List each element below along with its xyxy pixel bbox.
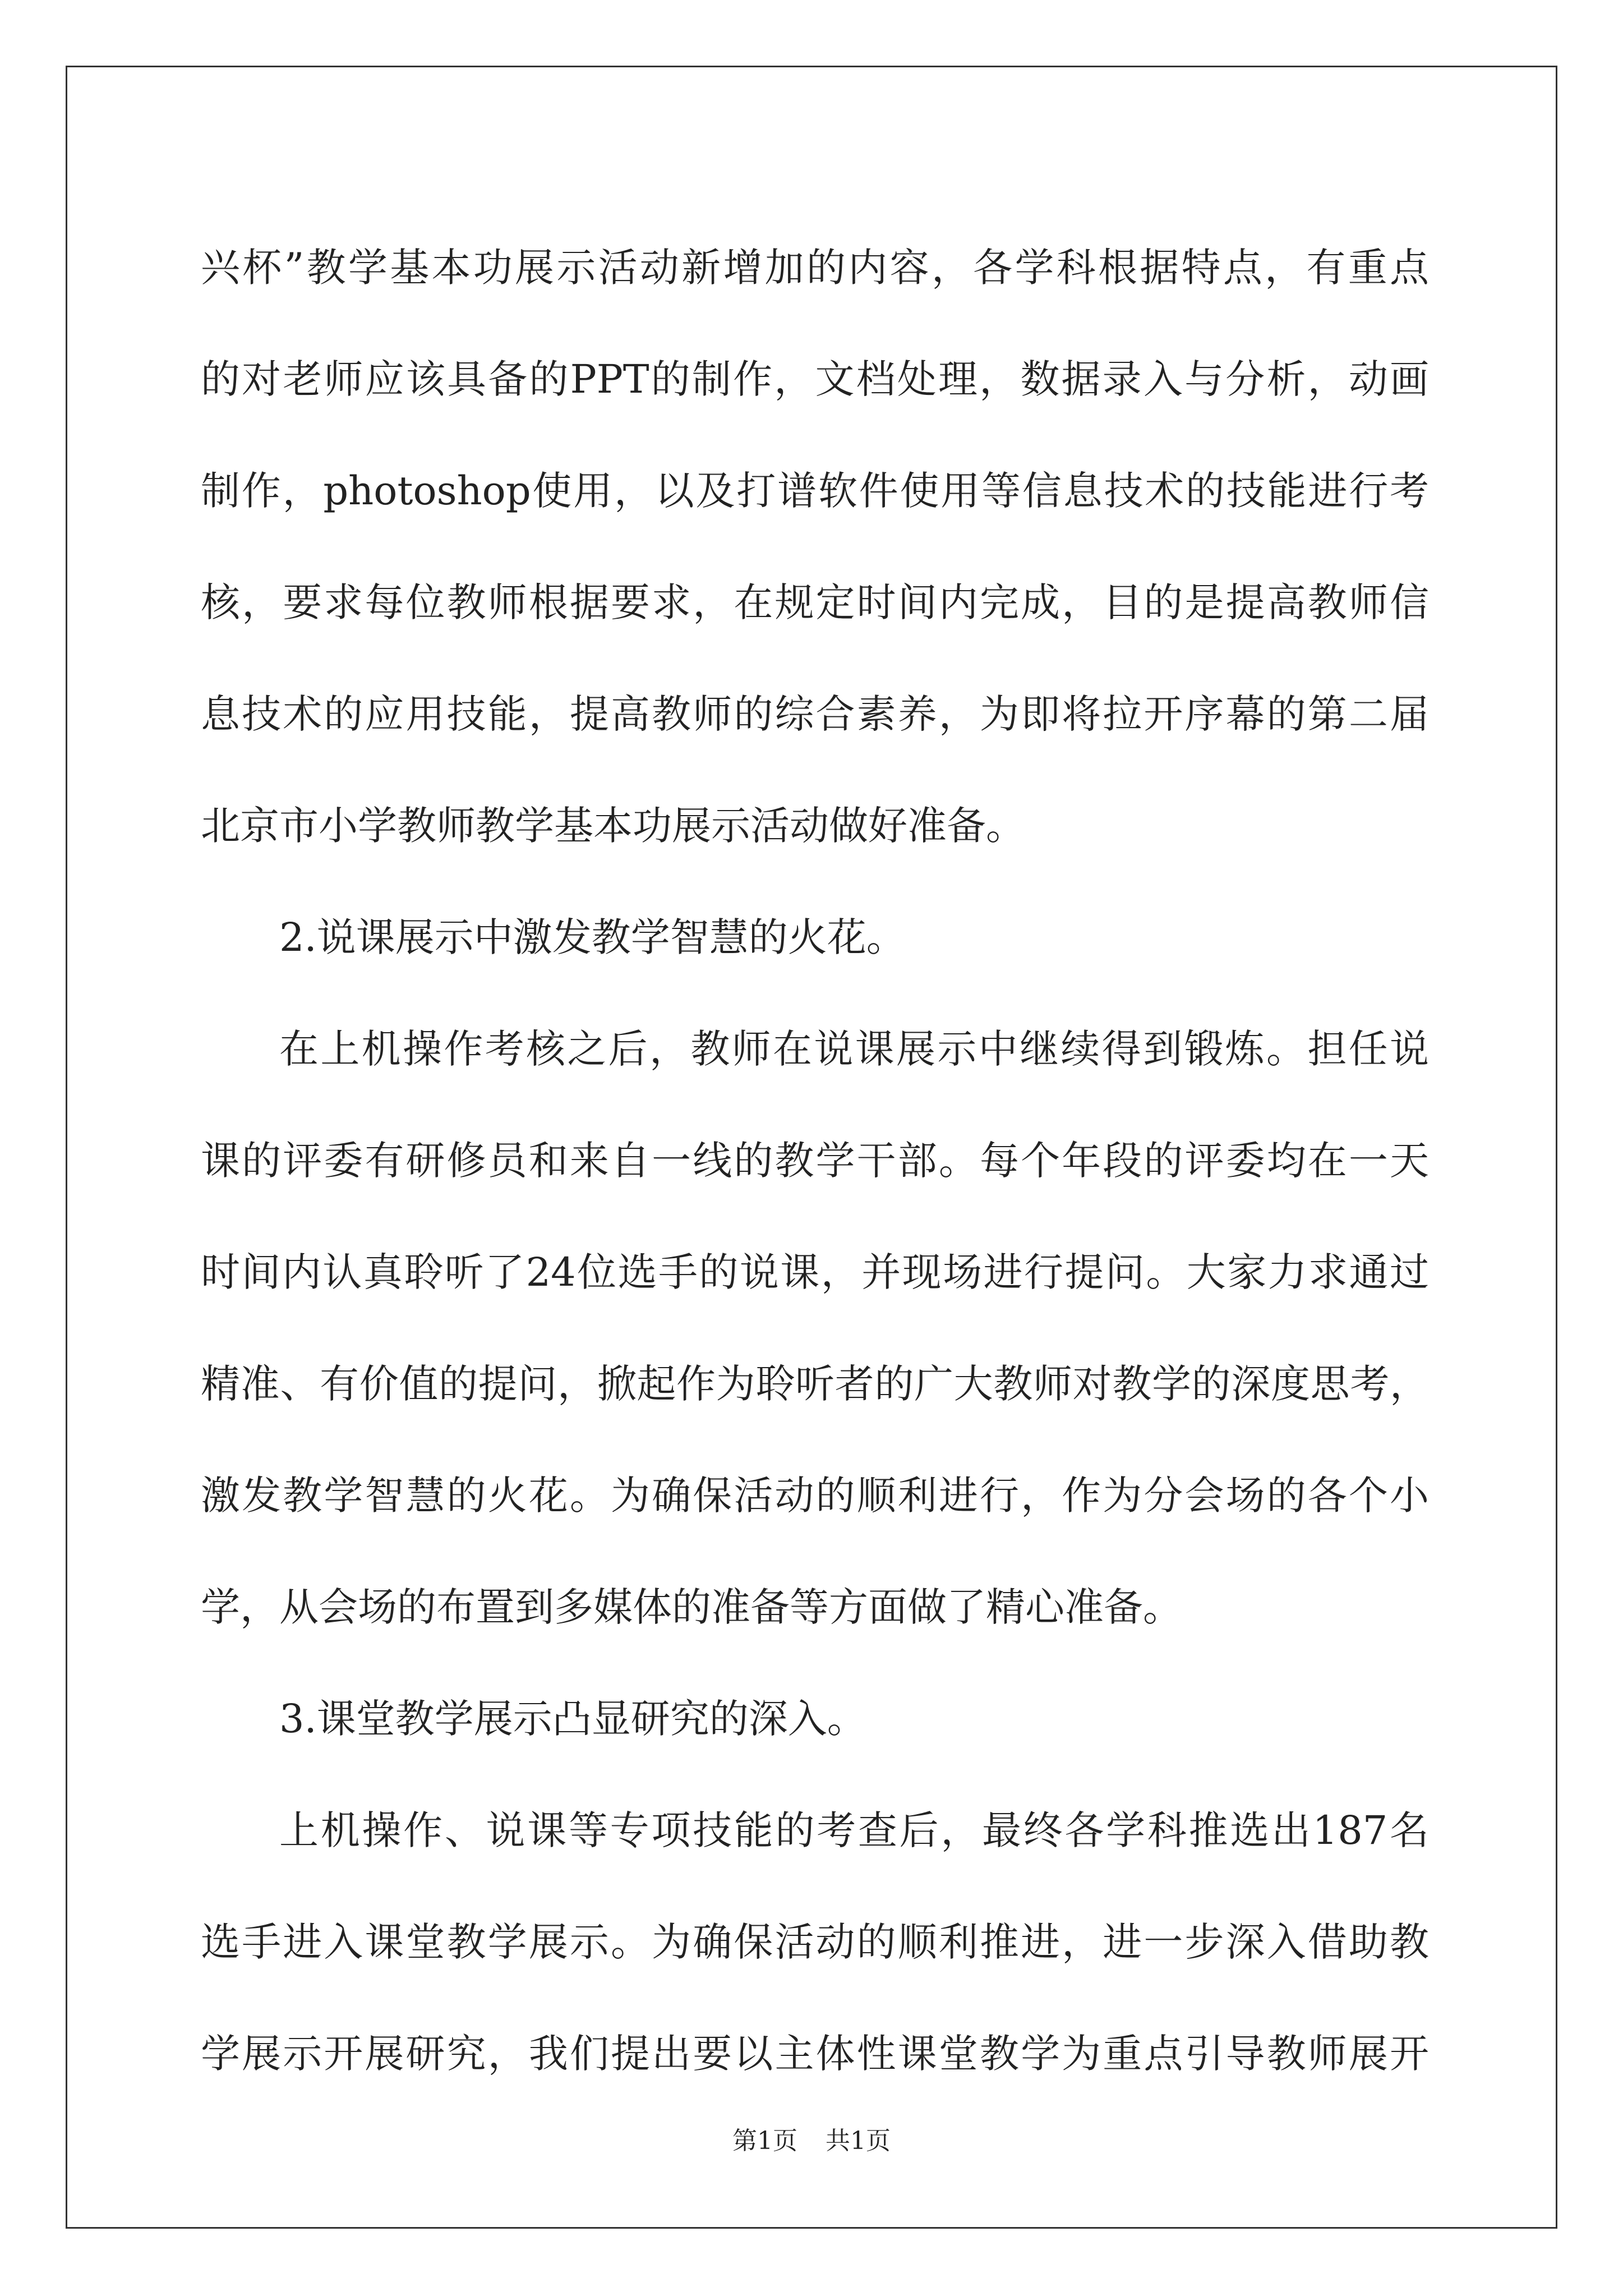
text-line: 时间内认真聆听了24位选手的说课，并现场进行提问。大家力求通过 — [201, 1249, 1429, 1295]
text-line: 精准、有价值的提问，掀起作为聆听者的广大教师对教学的深度思考， — [201, 1361, 1429, 1407]
text-line: 课的评委有研修员和来自一线的教学干部。每个年段的评委均在一天 — [201, 1138, 1429, 1184]
text-line: 上机操作、说课等专项技能的考查后，最终各学科推选出187名 — [279, 1807, 1429, 1853]
text-line: 学展示开展研究，我们提出要以主体性课堂教学为重点引导教师展开 — [201, 2031, 1429, 2077]
text-line: 北京市小学教师教学基本功展示活动做好准备。 — [201, 803, 1025, 849]
text-line: 息技术的应用技能，提高教师的综合素养，为即将拉开序幕的第二届 — [201, 691, 1429, 737]
text-line: 核，要求每位教师根据要求，在规定时间内完成，目的是提高教师信 — [201, 579, 1429, 625]
page-number: 第1页 — [732, 2127, 797, 2155]
section-heading: 2.说课展示中激发教学智慧的火花。 — [279, 914, 906, 960]
text-line: 兴杯”教学基本功展示活动新增加的内容，各学科根据特点，有重点 — [201, 245, 1429, 291]
text-line: 激发教学智慧的火花。为确保活动的顺利进行，作为分会场的各个小 — [201, 1473, 1429, 1519]
text-line: 选手进入课堂教学展示。为确保活动的顺利推进，进一步深入借助教 — [201, 1919, 1429, 1965]
page-footer — [0, 2124, 1623, 2158]
text-line: 制作，photoshop使用，以及打谱软件使用等信息技术的技能进行考 — [201, 468, 1429, 514]
document-body — [201, 212, 1429, 2110]
text-line: 在上机操作考核之后，教师在说课展示中继续得到锻炼。担任说 — [279, 1026, 1429, 1072]
section-heading: 3.课堂教学展示凸显研究的深入。 — [279, 1696, 866, 1742]
text-line: 的对老师应该具备的PPT的制作，文档处理，数据录入与分析，动画 — [201, 356, 1429, 402]
text-line: 学，从会场的布置到多媒体的准备等方面做了精心准备。 — [201, 1584, 1182, 1630]
page-total: 共1页 — [826, 2127, 891, 2155]
